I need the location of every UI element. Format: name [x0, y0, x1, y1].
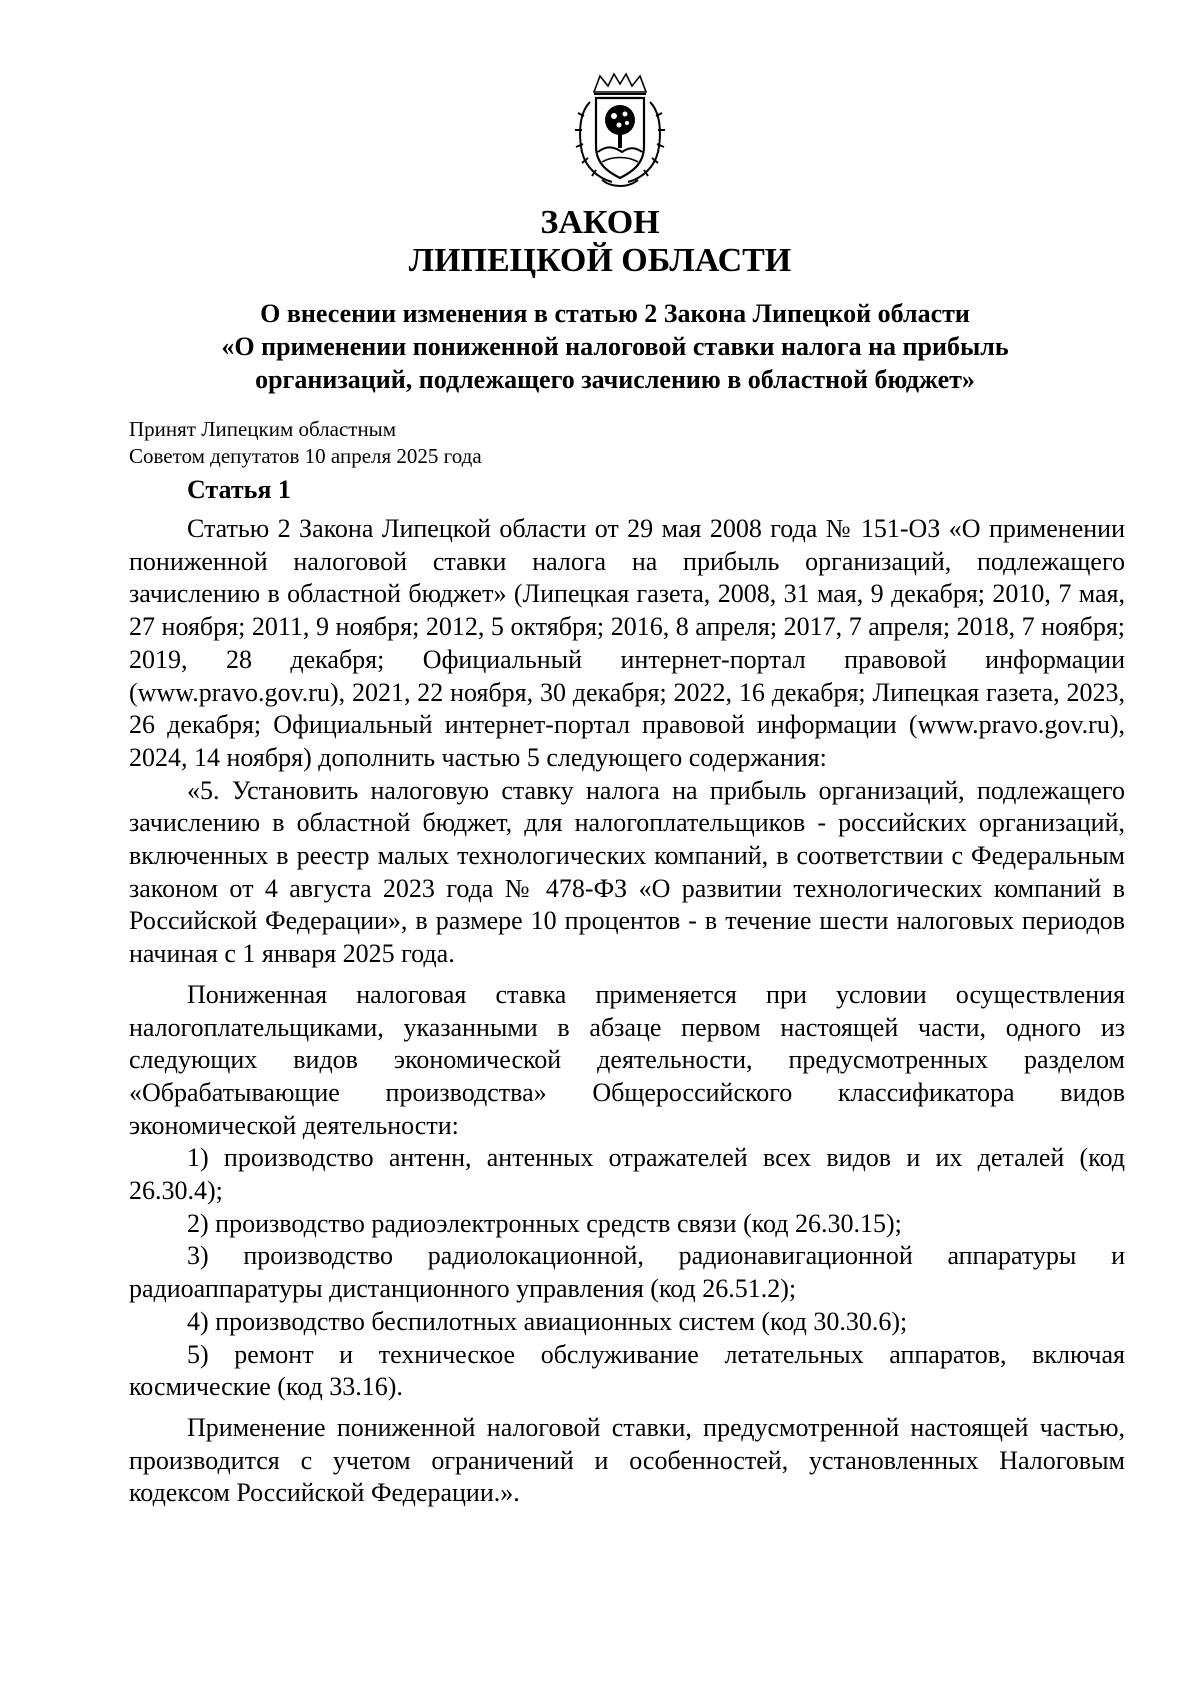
- list-item: 5) ремонт и техническое обслуживание летательных аппаратов, включая космические (код 33.16).: [129, 1339, 1125, 1402]
- adoption-note-line: Принят Липецким областным: [129, 417, 397, 441]
- list-item: 1) производство антенн, антенных отражателей всех видов и их деталей (код 26.30.4);: [129, 1143, 1125, 1206]
- list-item: 2) производство радиоэлектронных средств связи (код 26.30.15);: [187, 1208, 902, 1238]
- article-paragraph: Пониженная налоговая ставка применяется при условии осуществления налогоплательщиками, указанными в абзаце первом настоящей части, одного из следующих видов экономической деятельности, предусмотренных разделом «Обрабатывающие производства» Общероссийского классификатора видов экономической деятельности:: [129, 979, 1125, 1140]
- article-paragraph: «5. Установить налоговую ставку налога на прибыль организаций, подлежащего зачислению в областной бюджет, для налогоплательщиков - российских организаций, включенных в реестр малых технологических компаний, в соответствии с Федеральным законом от 4 августа 2023 года № 478-ФЗ «О развитии технологических компаний в Российской Федерации», в размере 10 процентов - в течение шести налоговых периодов начиная с 1 января 2025 года.: [129, 775, 1125, 969]
- lipetsk-coat-of-arms-icon: [572, 72, 668, 192]
- list-item: 3) производство радиолокационной, радионавигационной аппаратуры и радиоаппаратуры дистанционного управления (код 26.51.2);: [129, 1241, 1125, 1304]
- adoption-note: [129, 416, 482, 470]
- article-heading: Статья 1: [187, 475, 291, 504]
- issuing-region-title: ЛИПЕЦКОЙ ОБЛАСТИ: [408, 242, 792, 279]
- article-paragraph: Статью 2 Закона Липецкой области от 29 мая 2008 года № 151-ОЗ «О применении пониженной налоговой ставки налога на прибыль организаций, подлежащего зачислению в областной бюджет» (Липецкая газета, 2008, 31 мая, 9 декабря; 2010, 7 мая, 27 ноября; 2011, 9 ноября; 2012, 5 октября; 2016, 8 апреля; 2017, 7 апреля; 2018, 7 ноября; 2019, 28 декабря; Официальный интернет-портал правовой информации (www.pravo.gov.ru), 2021, 22 ноября, 30 декабря; 2022, 16 декабря; Липецкая газета, 2023, 26 декабря; Официальный интернет-портал правовой информации (www.pravo.gov.ru), 2024, 14 ноября) дополнить частью 5 следующего содержания:: [129, 514, 1125, 772]
- subject-line: «О применении пониженной налоговой ставки налога на прибыль: [221, 332, 1009, 361]
- article-paragraph: Применение пониженной налоговой ставки, предусмотренной настоящей частью, производится с учетом ограничений и особенностей, установленных Налоговым кодексом Российской Федерации.».: [129, 1412, 1125, 1508]
- document-type-title: ЗАКОН: [540, 204, 660, 241]
- adoption-note-line: Советом депутатов 10 апреля 2025 года: [129, 444, 482, 468]
- list-item: 4) производство беспилотных авиационных систем (код 30.30.6);: [187, 1306, 908, 1336]
- law-subject-heading: [150, 297, 1080, 396]
- article-body: [129, 513, 1125, 1510]
- subject-line: О внесении изменения в статью 2 Закона Липецкой области: [260, 299, 970, 328]
- subject-line: организаций, подлежащего зачислению в областной бюджет»: [255, 365, 975, 394]
